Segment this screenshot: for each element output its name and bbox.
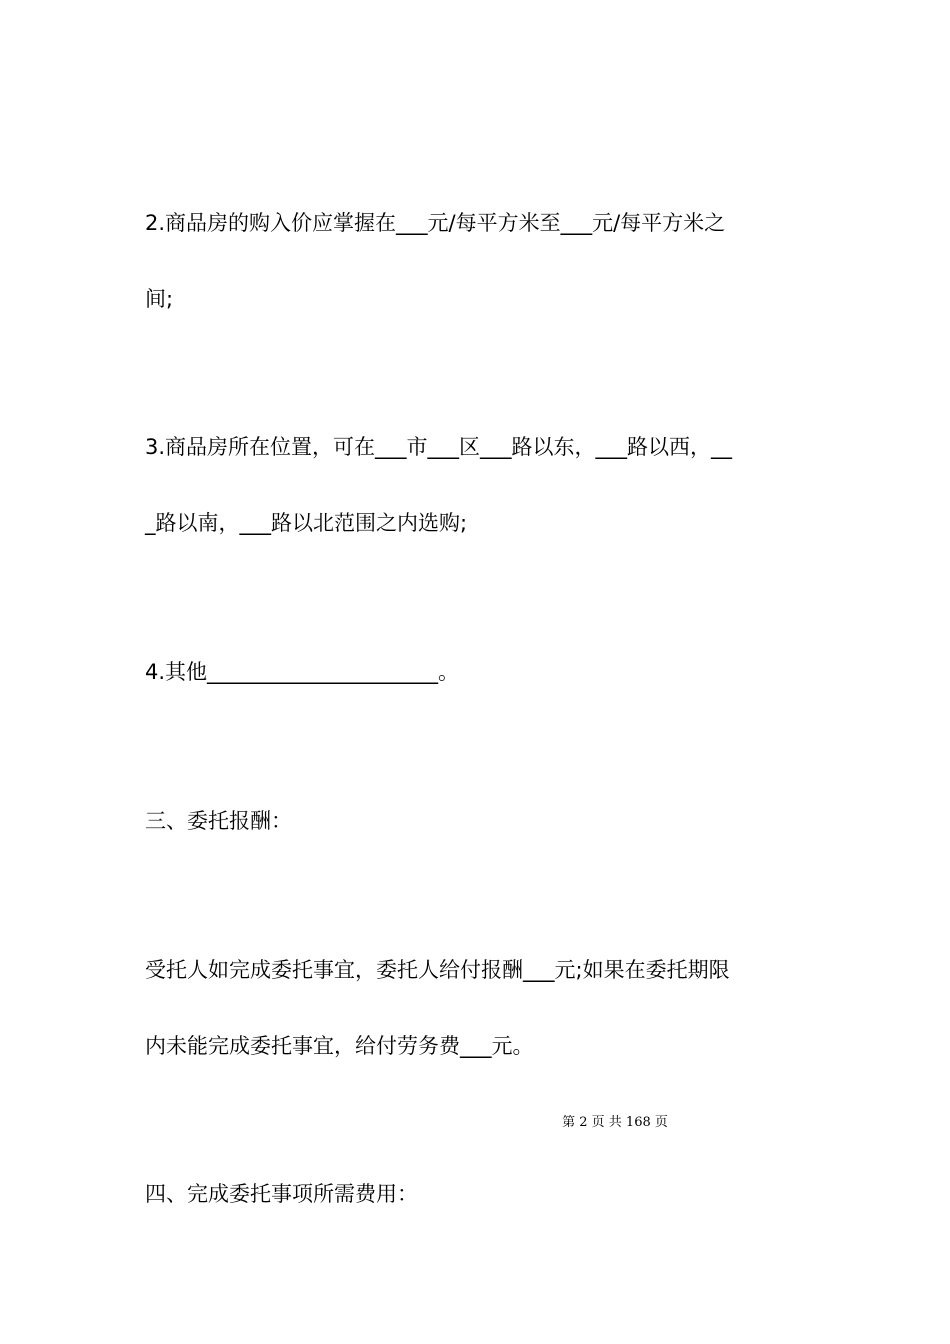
clause-4-line: 4.其他______________________。 (145, 660, 460, 684)
clause-2-line-1: 2.商品房的购入价应掌握在___元/每平方米至___元/每平方米之 (145, 211, 726, 235)
clause-2-line-2: 间; (145, 287, 174, 311)
page-number-footer: 第 2 页 共 168 页 (562, 1115, 668, 1130)
section-3-body-line-1: 受托人如完成委托事宜，委托人给付报酬___元;如果在委托期限 (145, 958, 730, 982)
section-3-heading: 三、委托报酬： (145, 809, 292, 833)
clause-3-line-2: _路以南，___路以北范围之内选购; (145, 511, 468, 535)
section-4-heading: 四、完成委托事项所需费用： (145, 1182, 418, 1206)
clause-3-line-1: 3.商品房所在位置，可在___市___区___路以东，___路以西，__ (145, 435, 733, 459)
section-3-body-line-2: 内未能完成委托事宜，给付劳务费___元。 (145, 1034, 534, 1058)
